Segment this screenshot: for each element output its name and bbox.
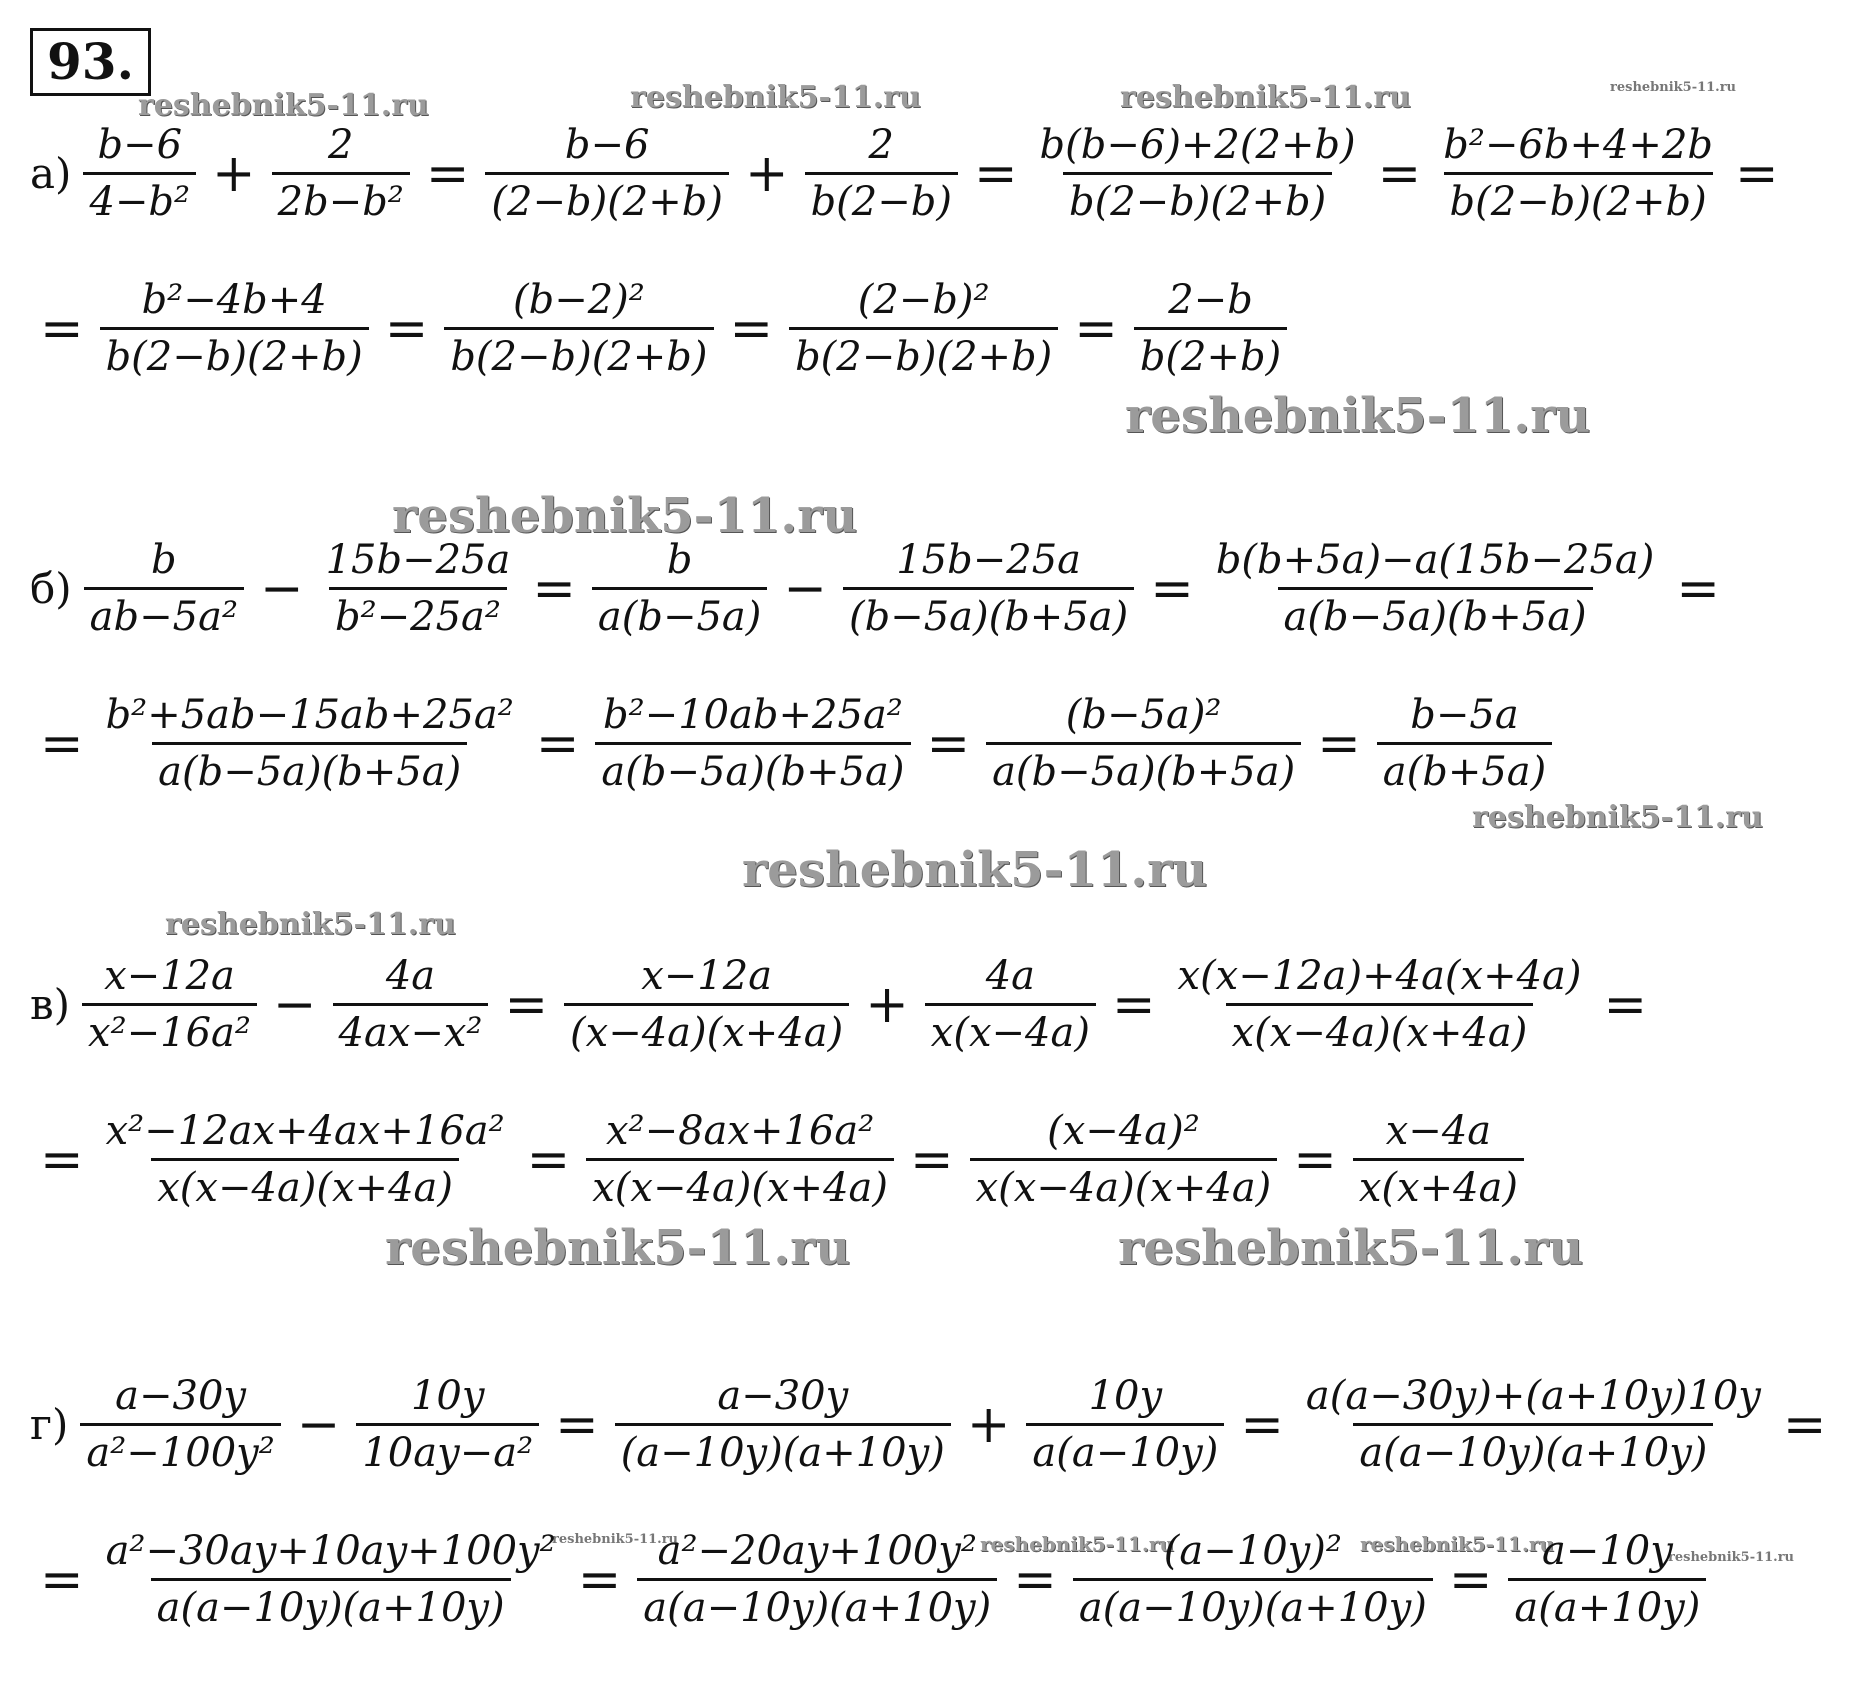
numerator: x²−8ax+16a² xyxy=(605,1108,875,1154)
operator: − xyxy=(272,974,317,1035)
denominator: b(2−b)(2+b) xyxy=(789,327,1058,380)
fraction xyxy=(100,1108,511,1211)
equals-sign: = xyxy=(1782,1394,1827,1455)
denominator: a(a−10y)(a+10y) xyxy=(637,1578,997,1631)
denominator: (2−b)(2+b) xyxy=(485,172,729,225)
operator: = xyxy=(1074,298,1118,359)
denominator: ab−5a² xyxy=(84,587,244,640)
numerator: (a−10y)² xyxy=(1163,1528,1342,1574)
operator: = xyxy=(504,974,549,1035)
numerator: 10y xyxy=(1088,1373,1163,1419)
fraction xyxy=(1026,1373,1224,1476)
fraction xyxy=(100,692,520,795)
denominator: x²−16a² xyxy=(82,1003,257,1056)
denominator: x(x−4a)(x+4a) xyxy=(151,1158,459,1211)
watermark: reshebnik5-11.ru xyxy=(552,1532,679,1547)
fraction xyxy=(564,953,849,1056)
denominator: a(b−5a)(b+5a) xyxy=(595,742,910,795)
operator: = xyxy=(384,298,429,359)
operator: = xyxy=(1293,1129,1337,1190)
equals-sign: = xyxy=(1603,974,1648,1035)
numerator: a²−30ay+10ay+100y² xyxy=(105,1528,556,1574)
denominator: b(2−b)(2+b) xyxy=(1063,172,1332,225)
operator: − xyxy=(259,558,304,619)
operator: = xyxy=(1013,1549,1057,1610)
numerator: a−30y xyxy=(115,1373,247,1419)
numerator: a−30y xyxy=(717,1373,849,1419)
operator: − xyxy=(296,1394,341,1455)
operator: = xyxy=(926,713,971,774)
operator: = xyxy=(535,713,580,774)
equals-sign: = xyxy=(1735,143,1779,204)
numerator: 15b−25a xyxy=(325,537,511,583)
numerator: a−10y xyxy=(1541,1528,1673,1574)
denominator: x(x−4a)(x+4a) xyxy=(970,1158,1278,1211)
fraction xyxy=(1437,122,1719,225)
fraction xyxy=(333,953,489,1056)
denominator: 10ay−a² xyxy=(356,1423,539,1476)
watermark: reshebnik5-11.ru xyxy=(630,80,921,115)
denominator: a(b−5a)(b+5a) xyxy=(1278,587,1593,640)
numerator: 2−b xyxy=(1168,277,1253,323)
numerator: b²−10ab+25a² xyxy=(603,692,903,738)
numerator: 4a xyxy=(385,953,436,999)
fraction xyxy=(82,953,257,1056)
fraction xyxy=(272,122,410,225)
operator: + xyxy=(212,143,256,204)
numerator: b²+5ab−15ab+25a² xyxy=(105,692,514,738)
operator: = xyxy=(1377,143,1422,204)
fraction xyxy=(592,537,767,640)
operator: = xyxy=(577,1549,622,1610)
fraction xyxy=(1353,1108,1524,1211)
fraction xyxy=(84,537,244,640)
denominator: 4ax−x² xyxy=(333,1003,489,1056)
fraction xyxy=(789,277,1058,380)
watermark: reshebnik5-11.ru xyxy=(1118,1220,1584,1276)
fraction xyxy=(615,1373,951,1476)
part-label: в) xyxy=(30,980,71,1029)
numerator: b²−6b+4+2b xyxy=(1443,122,1713,168)
watermark: reshebnik5-11.ru xyxy=(980,1532,1174,1556)
watermark: reshebnik5-11.ru xyxy=(1120,80,1411,115)
fraction xyxy=(485,122,729,225)
equation-line xyxy=(30,537,1730,640)
fraction xyxy=(83,122,196,225)
watermark: reshebnik5-11.ru xyxy=(385,1220,851,1276)
numerator: 2 xyxy=(868,122,894,168)
fraction xyxy=(637,1528,997,1631)
numerator: b−6 xyxy=(97,122,183,168)
numerator: x(x−12a)+4a(x+4a) xyxy=(1177,953,1582,999)
numerator: b−5a xyxy=(1410,692,1519,738)
denominator: (a−10y)(a+10y) xyxy=(615,1423,951,1476)
equals-sign: = xyxy=(40,1549,84,1610)
operator: = xyxy=(526,1129,571,1190)
numerator: b xyxy=(151,537,177,583)
denominator: b²−25a² xyxy=(329,587,507,640)
numerator: (b−2)² xyxy=(513,277,645,323)
denominator: (b−5a)(b+5a) xyxy=(843,587,1134,640)
watermark: reshebnik5-11.ru xyxy=(742,842,1208,898)
denominator: b(2−b) xyxy=(805,172,958,225)
fraction xyxy=(320,537,517,640)
denominator: b(2−b)(2+b) xyxy=(100,327,369,380)
denominator: (x−4a)(x+4a) xyxy=(564,1003,849,1056)
numerator: (x−4a)² xyxy=(1047,1108,1200,1154)
fraction xyxy=(100,1528,562,1631)
fraction xyxy=(1300,1373,1767,1476)
equation-line xyxy=(30,122,1789,225)
denominator: a(a−10y)(a+10y) xyxy=(151,1578,511,1631)
fraction xyxy=(1508,1528,1706,1631)
numerator: x−12a xyxy=(641,953,773,999)
denominator: b(2−b)(2+b) xyxy=(444,327,713,380)
watermark: reshebnik5-11.ru xyxy=(1125,388,1591,444)
equals-sign: = xyxy=(40,713,84,774)
fraction xyxy=(444,277,713,380)
equation-line xyxy=(30,692,1558,795)
part-label: г) xyxy=(30,1400,69,1449)
denominator: x(x−4a)(x+4a) xyxy=(1226,1003,1534,1056)
fraction xyxy=(843,537,1134,640)
numerator: b−6 xyxy=(564,122,650,168)
equals-sign: = xyxy=(1676,558,1720,619)
denominator: a(a−10y)(a+10y) xyxy=(1353,1423,1713,1476)
fraction xyxy=(1172,953,1588,1056)
denominator: a(a+10y) xyxy=(1508,1578,1706,1631)
fraction xyxy=(986,692,1301,795)
denominator: x(x−4a) xyxy=(925,1003,1096,1056)
denominator: a(b−5a)(b+5a) xyxy=(152,742,467,795)
denominator: b(2−b)(2+b) xyxy=(1444,172,1713,225)
denominator: a(b−5a)(b+5a) xyxy=(986,742,1301,795)
equation-line xyxy=(30,277,1293,380)
fraction xyxy=(1210,537,1661,640)
operator: = xyxy=(555,1394,599,1455)
operator: + xyxy=(744,143,789,204)
part-label: а) xyxy=(30,149,72,198)
operator: + xyxy=(865,974,909,1035)
operator: = xyxy=(1448,1549,1493,1610)
equation-line xyxy=(30,1528,1712,1631)
equals-sign: = xyxy=(40,1129,84,1190)
numerator: b xyxy=(666,537,693,583)
equals-sign: = xyxy=(40,298,84,359)
denominator: a(b+5a) xyxy=(1377,742,1552,795)
equation-line xyxy=(30,953,1657,1056)
operator: = xyxy=(973,143,1018,204)
numerator: a(a−30y)+(a+10y)10y xyxy=(1305,1373,1761,1419)
fraction xyxy=(925,953,1096,1056)
numerator: b²−4b+4 xyxy=(141,277,327,323)
denominator: 4−b² xyxy=(83,172,196,225)
fraction xyxy=(1073,1528,1433,1631)
numerator: 4a xyxy=(985,953,1036,999)
operator: = xyxy=(729,298,774,359)
watermark: reshebnik5-11.ru xyxy=(1472,800,1763,835)
fraction xyxy=(805,122,958,225)
equation-line xyxy=(30,1108,1530,1211)
numerator: (b−5a)² xyxy=(1065,692,1222,738)
operator: + xyxy=(966,1394,1011,1455)
denominator: x(x+4a) xyxy=(1353,1158,1524,1211)
fraction xyxy=(1377,692,1552,795)
denominator: a²−100y² xyxy=(80,1423,280,1476)
denominator: 2b−b² xyxy=(272,172,410,225)
fraction xyxy=(595,692,910,795)
denominator: a(b−5a) xyxy=(592,587,767,640)
numerator: b(b−6)+2(2+b) xyxy=(1039,122,1356,168)
equation-line xyxy=(30,1373,1836,1476)
numerator: a²−20ay+100y² xyxy=(657,1528,977,1574)
operator: = xyxy=(1150,558,1194,619)
watermark: reshebnik5-11.ru xyxy=(1610,80,1737,95)
denominator: x(x−4a)(x+4a) xyxy=(586,1158,894,1211)
numerator: x²−12ax+4ax+16a² xyxy=(105,1108,505,1154)
numerator: (2−b)² xyxy=(857,277,990,323)
numerator: 10y xyxy=(410,1373,485,1419)
operator: = xyxy=(1111,974,1156,1035)
watermark: reshebnik5-11.ru xyxy=(165,907,456,942)
numerator: x−12a xyxy=(104,953,235,999)
watermark: reshebnik5-11.ru xyxy=(138,88,429,123)
watermark: reshebnik5-11.ru xyxy=(1668,1550,1795,1565)
fraction xyxy=(80,1373,280,1476)
operator: = xyxy=(1317,713,1361,774)
operator: = xyxy=(532,558,576,619)
fraction xyxy=(970,1108,1278,1211)
fraction xyxy=(1134,277,1287,380)
numerator: b(b+5a)−a(15b−25a) xyxy=(1215,537,1655,583)
watermark: reshebnik5-11.ru xyxy=(1360,1532,1554,1556)
operator: = xyxy=(909,1129,954,1190)
fraction xyxy=(586,1108,894,1211)
numerator: x−4a xyxy=(1385,1108,1492,1154)
fraction xyxy=(356,1373,539,1476)
denominator: a(a−10y) xyxy=(1026,1423,1224,1476)
fraction xyxy=(100,277,369,380)
operator: = xyxy=(1240,1394,1284,1455)
fraction xyxy=(1034,122,1362,225)
denominator: a(a−10y)(a+10y) xyxy=(1073,1578,1433,1631)
denominator: b(2+b) xyxy=(1134,327,1287,380)
watermark: reshebnik5-11.ru xyxy=(392,488,858,544)
problem-number: 93. xyxy=(30,28,151,96)
numerator: 15b−25a xyxy=(896,537,1081,583)
operator: − xyxy=(783,558,827,619)
operator: = xyxy=(425,143,470,204)
part-label: б) xyxy=(30,564,72,613)
numerator: 2 xyxy=(328,122,354,168)
